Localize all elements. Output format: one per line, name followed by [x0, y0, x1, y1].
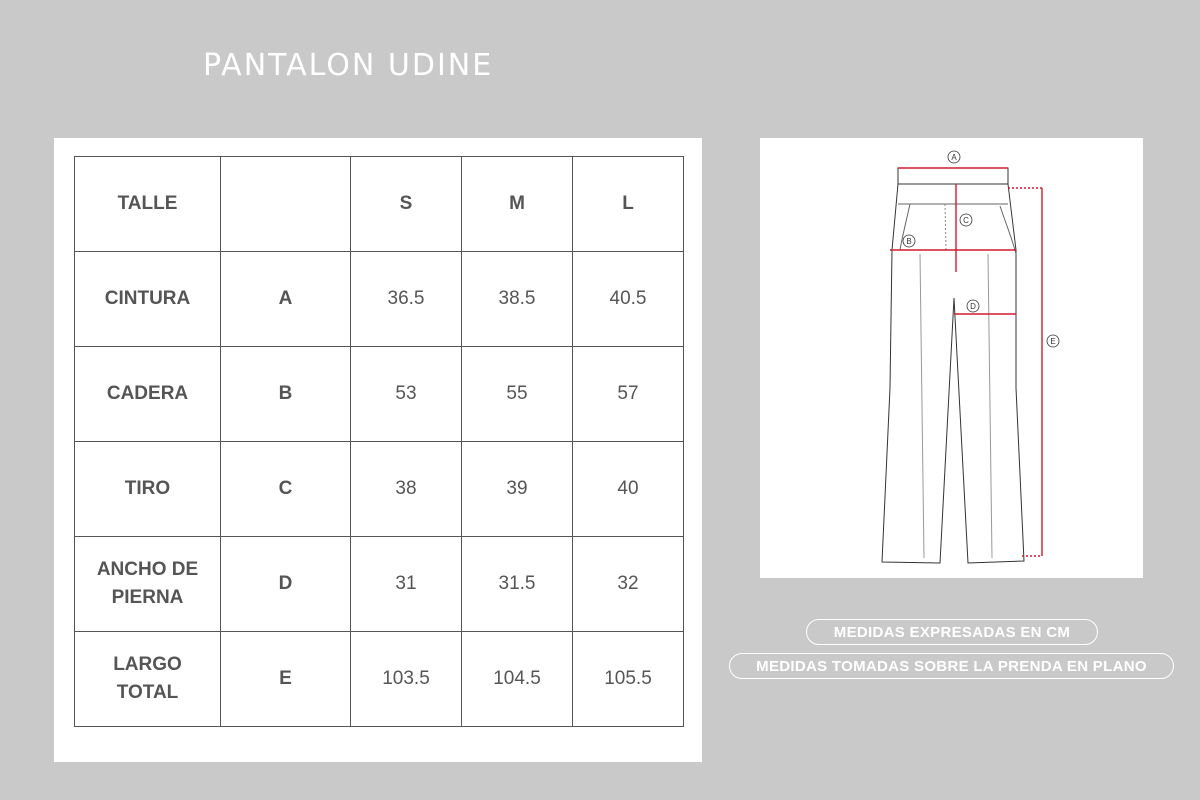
value-cell: 38.5 [462, 252, 573, 347]
row-code: D [221, 537, 351, 632]
row-label: LARGO TOTAL [75, 632, 221, 727]
value-cell: 40 [573, 442, 684, 537]
table-row [75, 442, 684, 537]
header-cell-code [221, 157, 351, 252]
value-cell: 104.5 [462, 632, 573, 727]
units-note-badge: MEDIDAS EXPRESADAS EN CM [806, 619, 1098, 645]
value-cell: 31 [351, 537, 462, 632]
flat-measure-note-badge: MEDIDAS TOMADAS SOBRE LA PRENDA EN PLANO [729, 653, 1174, 679]
value-cell: 55 [462, 347, 573, 442]
value-cell: 57 [573, 347, 684, 442]
marker-a: A [951, 153, 957, 162]
row-code: E [221, 632, 351, 727]
value-cell: 39 [462, 442, 573, 537]
header-cell-m: M [462, 157, 573, 252]
marker-b: B [906, 237, 912, 246]
value-cell: 53 [351, 347, 462, 442]
value-cell: 36.5 [351, 252, 462, 347]
row-code: B [221, 347, 351, 442]
table-row [75, 537, 684, 632]
row-label: TIRO [75, 442, 221, 537]
value-cell: 103.5 [351, 632, 462, 727]
value-cell: 32 [573, 537, 684, 632]
value-cell: 105.5 [573, 632, 684, 727]
marker-c: C [963, 216, 969, 225]
waistband [898, 168, 1008, 184]
marker-d: D [970, 302, 976, 311]
marker-e: E [1050, 337, 1056, 346]
header-cell-s: S [351, 157, 462, 252]
size-table-card [54, 138, 702, 762]
row-label: CINTURA [75, 252, 221, 347]
table-row [75, 252, 684, 347]
row-label: CADERA [75, 347, 221, 442]
row-code: C [221, 442, 351, 537]
row-label: ANCHO DE PIERNA [75, 537, 221, 632]
row-code: A [221, 252, 351, 347]
page-title: PANTALON UDINE [203, 48, 494, 83]
value-cell: 40.5 [573, 252, 684, 347]
marker-circles [903, 151, 1059, 347]
value-cell: 31.5 [462, 537, 573, 632]
value-cell: 38 [351, 442, 462, 537]
size-table [74, 156, 684, 727]
table-header-row [75, 157, 684, 252]
pants-diagram-card [760, 138, 1143, 578]
table-row [75, 632, 684, 727]
pants-diagram [760, 138, 1143, 578]
header-cell-l: L [573, 157, 684, 252]
pants-outline [882, 168, 1024, 563]
table-row [75, 347, 684, 442]
header-cell-size: TALLE [75, 157, 221, 252]
